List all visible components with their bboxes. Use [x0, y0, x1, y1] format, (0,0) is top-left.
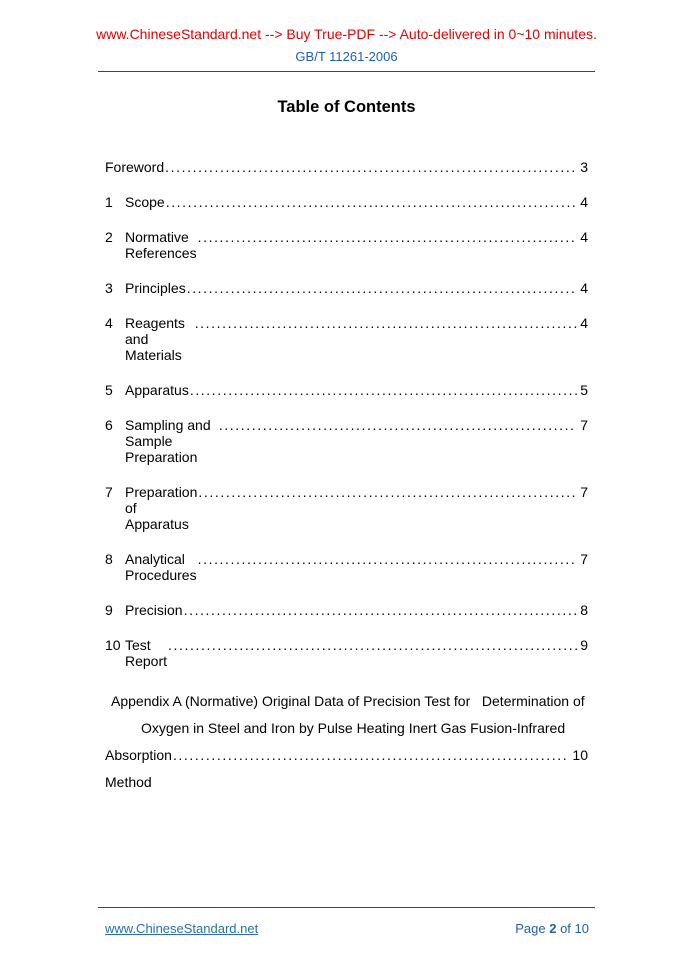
toc-entry-foreword[interactable] — [105, 159, 588, 175]
toc-entry-apparatus[interactable] — [105, 382, 588, 398]
toc-entry-page: 4 — [580, 194, 588, 210]
page-indicator-current: 2 — [549, 921, 557, 936]
toc-dot-leader — [165, 159, 577, 175]
toc-entry-page: 5 — [580, 382, 588, 398]
toc-entry-number: 5 — [105, 382, 113, 398]
header-divider — [98, 71, 595, 72]
page-indicator-prefix: Page — [515, 921, 550, 936]
toc-entry-page: 10 — [572, 747, 588, 763]
appendix-line-3: Absorption Method — [105, 747, 172, 790]
toc-entry-label: Principles — [125, 280, 186, 296]
toc-dot-leader — [198, 551, 578, 567]
header-promo-text: www.ChineseStandard.net --> Buy True-PDF --> Auto-delivered in 0~10 minutes. — [96, 26, 597, 42]
toc-entry-page: 3 — [580, 159, 588, 175]
toc-entry-label: Sampling and Sample Preparation — [125, 417, 211, 465]
toc-entry-number: 6 — [105, 417, 113, 433]
toc-entry-sampling-and-sample-preparation[interactable] — [105, 417, 588, 465]
toc-dot-leader — [173, 742, 569, 769]
page-indicator — [515, 921, 589, 936]
toc-entry-scope[interactable] — [105, 194, 588, 210]
toc-entry-reagents-and-materials[interactable] — [105, 315, 588, 363]
toc-entry-number: 3 — [105, 280, 113, 296]
toc-entry-page: 7 — [580, 551, 588, 567]
toc-entry-number: 7 — [105, 484, 113, 500]
toc-dot-leader — [198, 229, 578, 245]
toc-entry-number: 10 — [105, 637, 121, 653]
toc-dot-leader — [198, 484, 577, 500]
toc-entry-page: 4 — [580, 280, 588, 296]
toc-entry-normative-references[interactable] — [105, 229, 588, 261]
toc-entry-label: Analytical Procedures — [125, 551, 197, 583]
toc-entry-page: 4 — [580, 315, 588, 331]
toc-dot-leader — [219, 417, 577, 433]
toc-dot-leader — [168, 637, 577, 653]
toc-entry-test-report[interactable] — [105, 637, 588, 669]
toc-title: Table of Contents — [277, 98, 416, 116]
toc-entry-appendix-a[interactable] — [105, 688, 588, 796]
toc-entry-number: 1 — [105, 194, 113, 210]
toc-entry-label: Preparation of Apparatus — [125, 484, 198, 532]
footer-divider — [98, 907, 595, 908]
toc-entry-principles[interactable] — [105, 280, 588, 296]
toc-entry-label: Apparatus — [125, 382, 189, 398]
toc-entry-label: Precision — [125, 602, 183, 618]
toc-entry-page: 9 — [580, 637, 588, 653]
page-header — [0, 0, 693, 72]
toc-dot-leader — [187, 280, 578, 296]
toc-entry-number: 9 — [105, 602, 113, 618]
footer-row — [98, 921, 595, 936]
page-footer — [98, 907, 595, 936]
toc-dot-leader — [195, 315, 578, 331]
toc-entry-analytical-procedures[interactable] — [105, 551, 588, 583]
toc-dot-leader — [184, 602, 578, 618]
toc-entry-label: Scope — [125, 194, 165, 210]
toc-entry-label: Test Report — [125, 637, 168, 669]
toc-entry-number: 8 — [105, 551, 113, 567]
appendix-line-3-row — [105, 742, 588, 796]
toc-entry-number: 2 — [105, 229, 113, 245]
toc-entry-page: 7 — [580, 417, 588, 433]
toc-entry-page: 8 — [580, 602, 588, 618]
toc-entry-number: 4 — [105, 315, 113, 331]
appendix-line-1: Appendix A (Normative) Original Data of Precision Test for Determination of — [111, 693, 585, 709]
toc-entry-precision[interactable] — [105, 602, 588, 618]
toc-entry-page: 4 — [580, 229, 588, 245]
toc-entry-label: Reagents and Materials — [125, 315, 185, 363]
toc-dot-leader — [166, 194, 578, 210]
toc-entry-preparation-of-apparatus[interactable] — [105, 484, 588, 532]
appendix-line-2: Oxygen in Steel and Iron by Pulse Heating Inert Gas Fusion-Infrared — [141, 720, 566, 736]
footer-website-link[interactable]: www.ChineseStandard.net — [105, 921, 259, 936]
toc-entry-page: 7 — [580, 484, 588, 500]
toc-dot-leader — [190, 382, 577, 398]
toc-entry-label: Normative References — [125, 229, 197, 261]
page-indicator-suffix: of 10 — [556, 921, 589, 936]
table-of-contents — [105, 159, 588, 796]
toc-entry-label: Foreword — [105, 159, 165, 175]
standard-number: GB/T 11261-2006 — [295, 49, 398, 64]
